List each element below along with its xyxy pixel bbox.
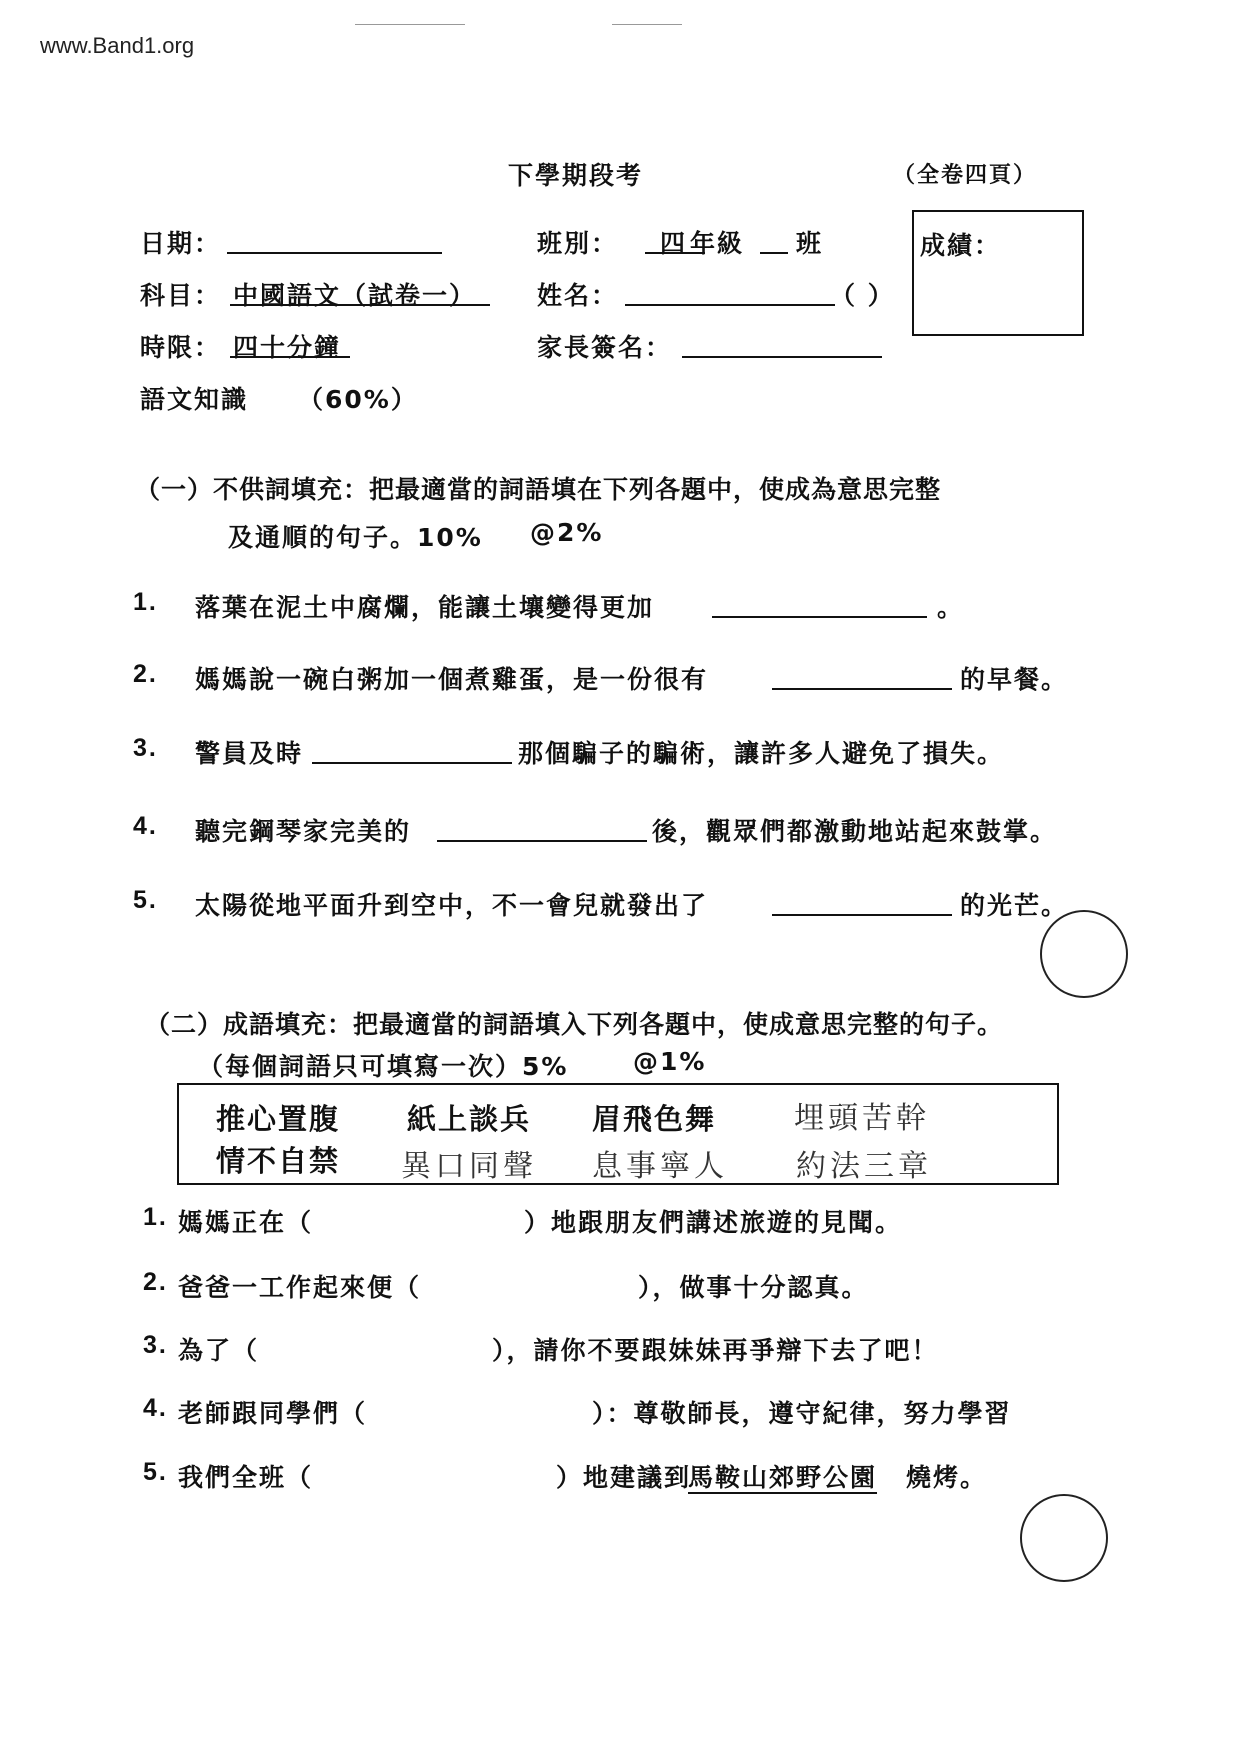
- part2-mark: @1%: [633, 1047, 707, 1076]
- question-text: 為了（: [178, 1336, 260, 1365]
- class-unit: 班: [796, 229, 824, 258]
- word-bank-item: 情不自禁: [216, 1144, 341, 1178]
- section-title: 語文知識: [140, 385, 249, 414]
- question-number: 1.: [133, 588, 158, 616]
- question-text: 聽完鋼琴家完美的: [195, 817, 412, 846]
- site-watermark: www.Band1.org: [40, 33, 195, 58]
- answer-blank[interactable]: [312, 762, 512, 764]
- word-bank: [177, 1083, 1059, 1185]
- question-number: 4.: [143, 1394, 168, 1422]
- question-text: 警員及時: [195, 739, 304, 768]
- marking-circle: [1040, 910, 1128, 998]
- question-number: 5.: [133, 886, 158, 914]
- question-text-end: 那個騙子的騙術，讓許多人避免了損失。: [518, 739, 1005, 768]
- time-underline: [230, 356, 350, 358]
- class-number-paren[interactable]: （ ）: [830, 281, 895, 310]
- question-text-end: ）：尊敬師長，遵守紀律，努力學習: [592, 1399, 1012, 1428]
- question-number: 3.: [133, 734, 158, 762]
- date-label: 日期：: [140, 229, 222, 258]
- question-text-end: ）地跟朋友們講述旅遊的見聞。: [524, 1208, 903, 1237]
- question-text-end: ），做事十分認真。: [638, 1273, 869, 1302]
- name-field[interactable]: [625, 304, 835, 306]
- word-bank-item: 眉飛色舞: [592, 1102, 717, 1136]
- answer-blank[interactable]: [772, 914, 952, 916]
- word-bank-handwritten: 息事寧人: [592, 1149, 728, 1184]
- question-number: 2.: [143, 1268, 168, 1296]
- question-text-end: 的光芒。: [960, 891, 1069, 920]
- question-text-end: 的早餐。: [960, 665, 1069, 694]
- answer-blank[interactable]: [437, 840, 647, 842]
- question-text: 我們全班（: [178, 1463, 314, 1492]
- exam-title: 下學期段考: [508, 161, 644, 190]
- parent-sign-field[interactable]: [682, 356, 882, 358]
- class-grade-unit: 年級: [690, 229, 745, 258]
- part1-mark: @2%: [530, 518, 604, 547]
- scan-artifact-line: [355, 24, 465, 25]
- time-label: 時限：: [140, 333, 222, 362]
- time-value: 四十分鐘: [233, 333, 342, 362]
- part1-heading-cont: 及通順的句子。10%: [228, 523, 483, 552]
- part2-heading-cont: （每個詞語只可填寫一次）5%: [198, 1052, 569, 1081]
- question-number: 5.: [143, 1458, 168, 1486]
- class-label: 班別：: [537, 229, 619, 258]
- score-label: 成績：: [920, 231, 1002, 260]
- question-number: 4.: [133, 812, 158, 840]
- class-grade: 四: [660, 229, 688, 258]
- part2-heading: （二）成語填充：把最適當的詞語填入下列各題中，使成意思完整的句子。: [145, 1010, 1004, 1039]
- section-weight: （60%）: [298, 385, 418, 414]
- question-text-end: 燒烤。: [906, 1463, 988, 1492]
- place-name: 馬鞍山郊野公園: [688, 1463, 878, 1492]
- pages-note: （全卷四頁）: [893, 163, 1038, 188]
- word-bank-handwritten: 約法三章: [796, 1149, 932, 1184]
- marking-circle: [1020, 1494, 1108, 1582]
- question-number: 3.: [143, 1331, 168, 1359]
- subject-label: 科目：: [140, 281, 222, 310]
- score-box[interactable]: [912, 210, 1084, 336]
- question-text-end: 。: [937, 593, 965, 622]
- subject-value: 中國語文（試卷一）: [233, 281, 477, 310]
- question-text-end: 後，觀眾們都激動地站起來鼓掌。: [652, 817, 1058, 846]
- question-text: 老師跟同學們（: [178, 1399, 368, 1428]
- word-bank-handwritten: 異口同聲: [401, 1149, 537, 1184]
- date-field[interactable]: [227, 252, 442, 254]
- question-text-mid: ）地建議到: [556, 1463, 692, 1492]
- question-text: 媽媽正在（: [178, 1208, 314, 1237]
- parent-sign-label: 家長簽名：: [537, 333, 673, 362]
- question-text: 太陽從地平面升到空中，不一會兒就發出了: [195, 891, 709, 920]
- word-bank-item: 紙上談兵: [407, 1102, 532, 1136]
- question-text-end: ），請你不要跟妹妹再爭辯下去了吧！: [492, 1336, 939, 1365]
- subject-underline: [230, 304, 490, 306]
- question-text: 落葉在泥土中腐爛，能讓土壤變得更加: [195, 593, 655, 622]
- question-text: 媽媽說一碗白粥加一個煮雞蛋，是一份很有: [195, 665, 709, 694]
- answer-blank[interactable]: [712, 616, 927, 618]
- scan-artifact-line: [612, 24, 682, 25]
- question-text: 爸爸一工作起來便（: [178, 1273, 422, 1302]
- answer-blank[interactable]: [772, 688, 952, 690]
- word-bank-item: 推心置腹: [216, 1102, 341, 1136]
- class-number-field[interactable]: [760, 252, 788, 254]
- question-number: 1.: [143, 1203, 168, 1231]
- question-number: 2.: [133, 660, 158, 688]
- part1-heading: （一）不供詞填充：把最適當的詞語填在下列各題中，使成為意思完整: [135, 475, 942, 504]
- name-label: 姓名：: [537, 281, 619, 310]
- word-bank-handwritten: 埋頭苦幹: [794, 1101, 930, 1136]
